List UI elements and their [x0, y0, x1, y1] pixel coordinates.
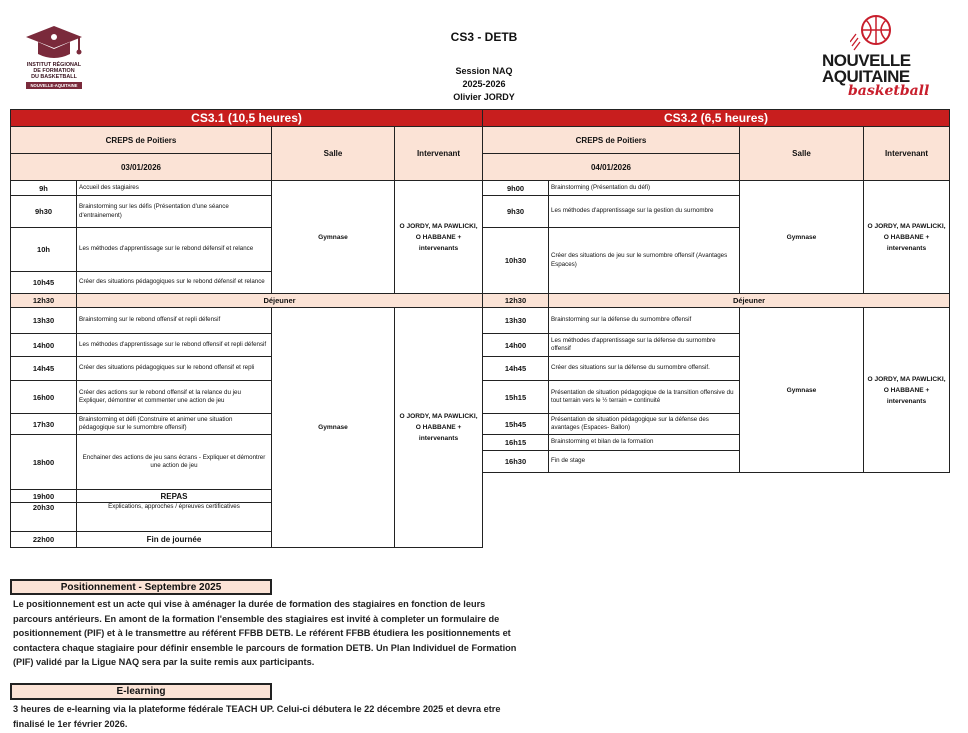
intervenant-line: O JORDY, MA PAWLICKI, — [399, 413, 478, 420]
end-of-day-cell: Fin de journée — [77, 532, 272, 548]
time-cell: 16h30 — [483, 451, 549, 473]
session-years: 2025-2026 — [462, 79, 506, 89]
logo-word-basketball: basketball — [848, 83, 930, 99]
activity-cell: Les méthodes d'apprentissage sur le rebond offensif et repli défensif — [77, 334, 272, 357]
cs32-intervenants-pm — [864, 308, 950, 473]
paragraph-line: contactera chaque stagiaire pour définir ensemble le parcours de formation DETB. Un Plan Individuel de Formation — [13, 642, 517, 653]
time-cell: 19h00 — [11, 490, 77, 503]
irfb-line-3: DU BASKETBALL — [31, 74, 77, 80]
intervenant-line: intervenants — [418, 435, 459, 442]
activity-cell: Créer des actions sur le rebond offensif et la relance du jeu Expliquer, démontrer et commenter une action de jeu — [77, 381, 272, 414]
graduation-cap-icon — [22, 24, 86, 62]
time-cell: 14h00 — [11, 334, 77, 357]
intervenant-line: O JORDY, MA PAWLICKI, — [399, 222, 478, 230]
logo-word-nouvelle: NOUVELLE — [822, 51, 911, 70]
nouvelle-aquitaine-basketball-logo — [822, 12, 930, 100]
cs31-lunch: Déjeuner — [77, 294, 483, 308]
time-cell: 15h15 — [483, 381, 549, 414]
session-author: Olivier JORDY — [453, 92, 515, 102]
activity-cell: Explications, approches / épreuves certificatives — [77, 503, 272, 532]
intervenant-line: intervenants — [418, 244, 459, 252]
time-cell: 10h — [11, 228, 77, 272]
elearning-heading: E-learning — [10, 683, 272, 700]
activity-cell: Les méthodes d'apprentissage sur le rebond défensif et relance — [77, 228, 272, 272]
intervenant-line: O HABBANE + — [415, 424, 462, 431]
irfb-line-2: DE FORMATION — [33, 68, 75, 74]
paragraph-line: (PIF) validé par la Ligue NAQ sera par la suite remis aux participants. — [13, 657, 315, 667]
cs31-intervenant-header: Intervenant — [395, 127, 483, 181]
activity-cell: Les méthodes d'apprentissage sur la défense du surnombre offensif — [549, 334, 740, 357]
irfb-line-1: INSTITUT RÉGIONAL — [26, 62, 82, 68]
cs32-lunch: Déjeuner — [549, 294, 950, 308]
logo-word-aquitaine: AQUITAINE — [822, 67, 910, 86]
intervenant-line: O HABBANE + — [415, 233, 462, 241]
cs32-schedule-table — [482, 109, 950, 473]
time-cell: 13h30 — [483, 308, 549, 334]
paragraph-line: 3 heures de e-learning via la plateforme fédérale TEACH UP. Celui-ci débutera le 22 décembre 2025 et devra etre — [13, 704, 501, 714]
time-cell: 13h30 — [11, 308, 77, 334]
cs32-room-am: Gymnase — [740, 181, 864, 294]
elearning-text — [13, 702, 500, 731]
cs31-lunch-time: 12h30 — [11, 294, 77, 308]
time-cell: 16h15 — [483, 435, 549, 451]
intervenant-line: O HABBANE + — [883, 233, 930, 241]
time-cell: 10h45 — [11, 272, 77, 294]
activity-cell: Créer des situations sur la défense du surnombre offensif. — [549, 357, 740, 381]
cs31-room-pm: Gymnase — [272, 308, 395, 548]
time-cell: 9h30 — [11, 196, 77, 228]
time-cell: 10h30 — [483, 228, 549, 294]
repas-cell: REPAS — [77, 490, 272, 503]
cs31-schedule-table — [10, 109, 483, 548]
activity-cell: Les méthodes d'apprentissage sur la gestion du surnombre — [549, 196, 740, 228]
time-cell: 9h00 — [483, 181, 549, 196]
cs32-salle-header: Salle — [740, 127, 864, 181]
time-cell: 22h00 — [11, 532, 77, 548]
irfb-logo — [22, 24, 86, 92]
intervenant-line: intervenants — [886, 244, 927, 252]
activity-cell: Brainstorming sur la défense du surnombre offensif — [549, 308, 740, 334]
activity-cell: Enchainer des actions de jeu sans écrans - Expliquer et démontrer une action de jeu — [77, 435, 272, 490]
cs31-intervenants-pm — [395, 308, 483, 548]
time-cell: 20h30 — [11, 503, 77, 532]
paragraph-line: parcours antérieurs. En amont de la formation l'ensemble des stagiaires est invité à completer un formulaire de — [13, 613, 500, 624]
irfb-tag: NOUVELLE-AQUITAINE — [26, 82, 82, 89]
cs32-date: 04/01/2026 — [483, 154, 740, 181]
cs32-room-pm: Gymnase — [740, 308, 864, 473]
time-cell: 9h — [11, 181, 77, 196]
activity-cell: Créer des situations pédagogiques sur le rebond offensif et repli — [77, 357, 272, 381]
activity-cell: Présentation de situation pédagogique de la transition offensive du tout terrain vers le ½ terrain = continuité — [549, 381, 740, 414]
paragraph-line: Le positionnement est un acte qui vise à aménager la durée de formation des stagiaires en fonction de leurs — [13, 599, 486, 609]
intervenant-line: O HABBANE + — [883, 386, 930, 394]
activity-cell: Accueil des stagiaires — [77, 181, 272, 196]
document-title: CS3 - DETB — [450, 30, 518, 44]
cs31-intervenants-am — [395, 181, 483, 294]
activity-cell: Créer des situations de jeu sur le surnombre offensif (Avantages Espaces) — [549, 228, 740, 294]
intervenant-line: O JORDY, MA PAWLICKI, — [867, 222, 946, 230]
time-cell: 14h45 — [483, 357, 549, 381]
cs31-salle-header: Salle — [272, 127, 395, 181]
activity-cell: Brainstorming et défi (Construire et animer une situation pédagogique sur le surnombre offensif) — [77, 414, 272, 435]
cs32-intervenants-am — [864, 181, 950, 294]
paragraph-line: finalisé le 1er février 2026. — [13, 718, 128, 729]
basketball-icon — [850, 12, 894, 54]
activity-cell: Brainstorming sur le rebond offensif et repli défensif — [77, 308, 272, 334]
activity-cell: Brainstorming (Présentation du défi) — [549, 181, 740, 196]
time-cell: 16h00 — [11, 381, 77, 414]
paragraph-line: positionnement (PIF) et à le transmettre au référent FFBB DETB. Le référent FFBB étudiera les positionnements et — [13, 628, 511, 638]
intervenant-line: O JORDY, MA PAWLICKI, — [867, 375, 946, 383]
activity-cell: Brainstorming sur les défis (Présentation d'une séance d'entrainement) — [77, 196, 272, 228]
cs32-band: CS3.2 (6,5 heures) — [483, 110, 950, 127]
intervenant-line: intervenants — [886, 397, 927, 405]
cs32-intervenant-header: Intervenant — [864, 127, 950, 181]
cs31-place: CREPS de Poitiers — [11, 127, 272, 154]
activity-cell: Créer des situations pédagogiques sur le rebond défensif et relance — [77, 272, 272, 294]
time-cell: 17h30 — [11, 414, 77, 435]
cs32-place: CREPS de Poitiers — [483, 127, 740, 154]
cs31-band: CS3.1 (10,5 heures) — [11, 110, 483, 127]
time-cell: 14h45 — [11, 357, 77, 381]
cs32-lunch-time: 12h30 — [483, 294, 549, 308]
activity-cell: Fin de stage — [549, 451, 740, 473]
positionnement-heading: Positionnement - Septembre 2025 — [10, 579, 272, 595]
time-cell: 9h30 — [483, 196, 549, 228]
cs31-room-am: Gymnase — [272, 181, 395, 294]
time-cell: 18h00 — [11, 435, 77, 490]
activity-cell: Présentation de situation pédagogique sur la défense des avantages (Espaces- Ballon) — [549, 414, 740, 435]
time-cell: 14h00 — [483, 334, 549, 357]
session-label: Session NAQ — [455, 66, 513, 76]
cs31-date: 03/01/2026 — [11, 154, 272, 181]
positionnement-text — [13, 597, 516, 670]
activity-cell: Brainstorming et bilan de la formation — [549, 435, 740, 451]
time-cell: 15h45 — [483, 414, 549, 435]
